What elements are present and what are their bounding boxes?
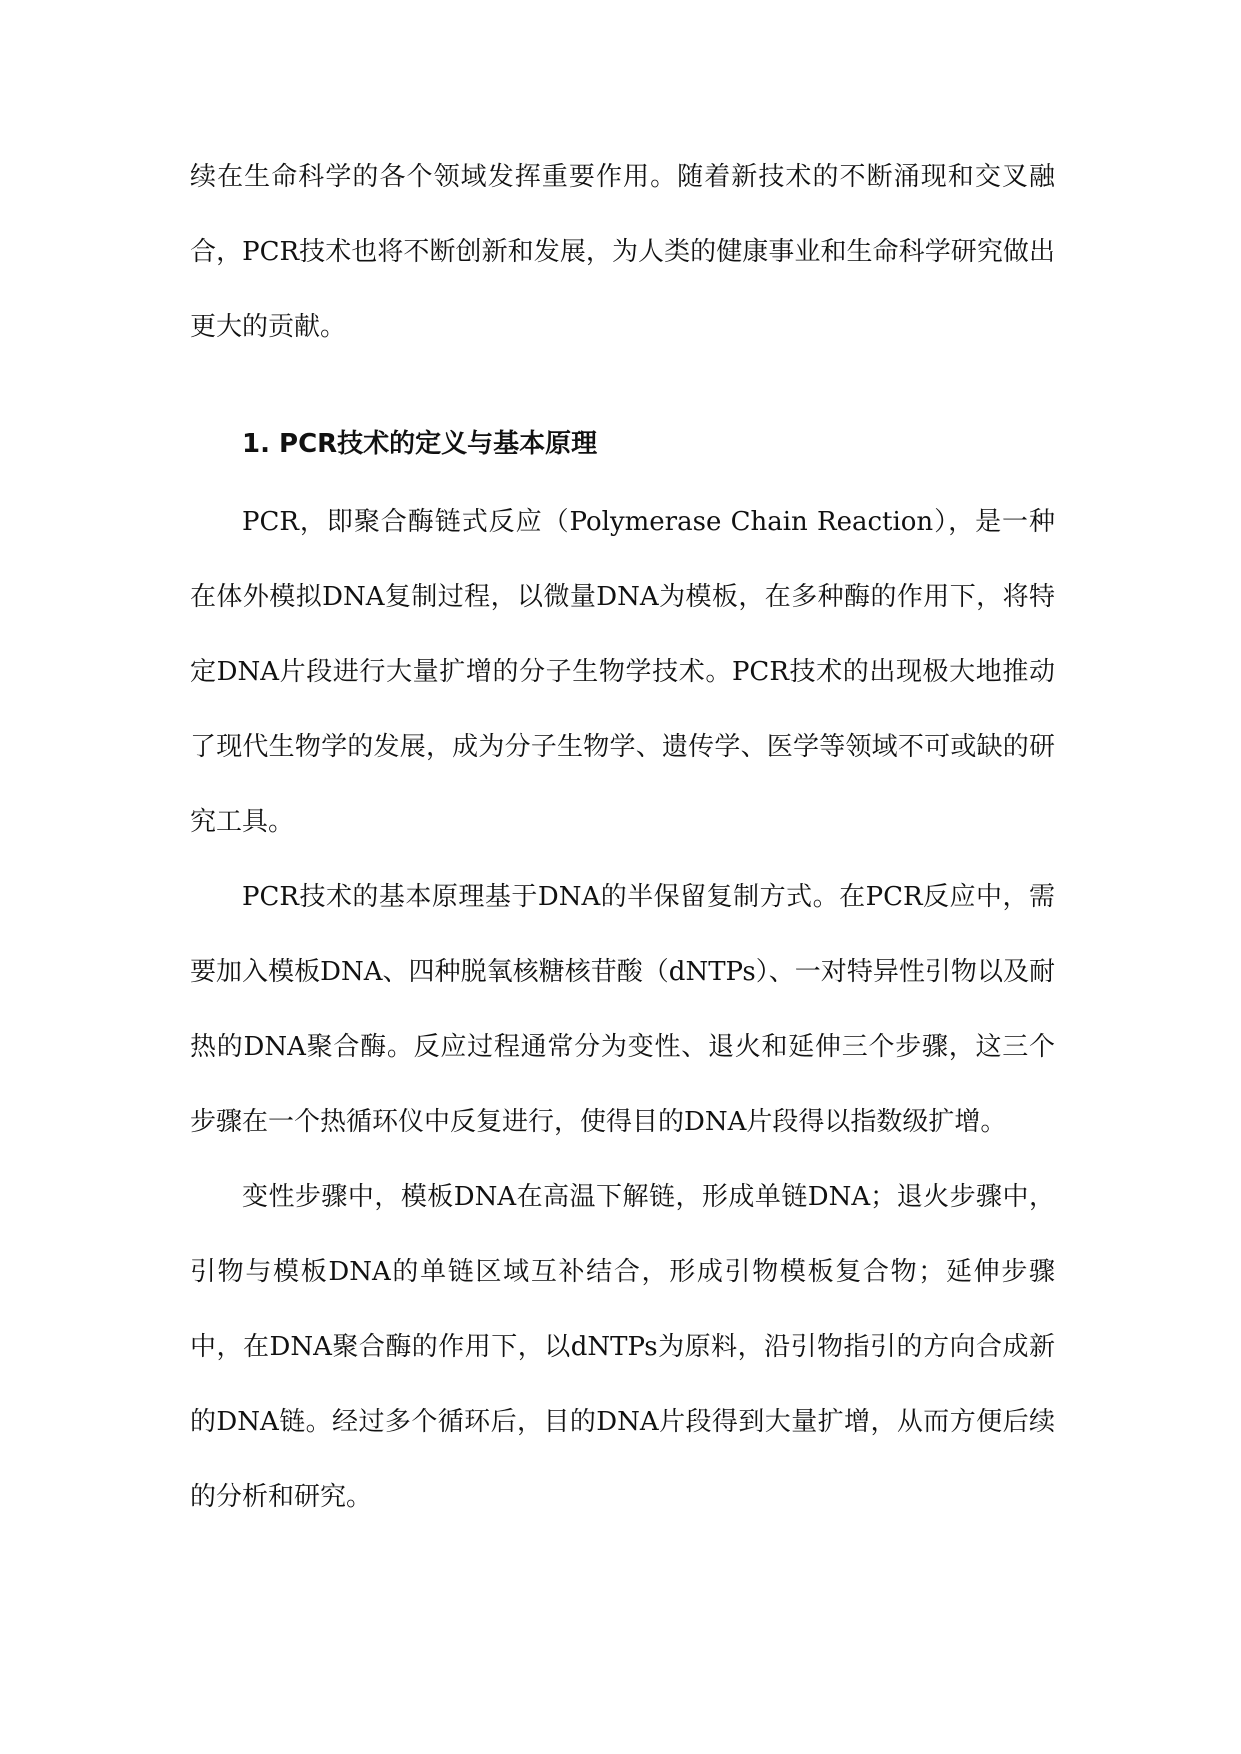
document-page [190,140,1055,1535]
section-heading: 1. PCR技术的定义与基本原理 [242,429,598,459]
continuation-paragraph: 续在生命科学的各个领域发挥重要作用。随着新技术的不断涌现和交叉融合，PCR技术也将不断创新和发展，为人类的健康事业和生命科学研究做出更大的贡献。 [190,162,1055,342]
paragraph-pcr-definition: PCR，即聚合酶链式反应（Polymerase Chain Reaction），是一种在体外模拟DNA复制过程，以微量DNA为模板，在多种酶的作用下，将特定DNA片段进行大量扩增的分子生物学技术。PCR技术的出现极大地推动了现代生物学的发展，成为分子生物学、遗传学、医学等领域不可或缺的研究工具。 [190,507,1055,837]
paragraph-pcr-steps: 变性步骤中，模板DNA在高温下解链，形成单链DNA；退火步骤中，引物与模板DNA的单链区域互补结合，形成引物模板复合物；延伸步骤中，在DNA聚合酶的作用下，以dNTPs为原料，沿引物指引的方向合成新的DNA链。经过多个循环后，目的DNA片段得到大量扩增，从而方便后续的分析和研究。 [190,1182,1055,1512]
paragraph-pcr-principle: PCR技术的基本原理基于DNA的半保留复制方式。在PCR反应中，需要加入模板DNA、四种脱氧核糖核苷酸（dNTPs）、一对特异性引物以及耐热的DNA聚合酶。反应过程通常分为变性、退火和延伸三个步骤，这三个步骤在一个热循环仪中反复进行，使得目的DNA片段得以指数级扩增。 [190,882,1055,1137]
